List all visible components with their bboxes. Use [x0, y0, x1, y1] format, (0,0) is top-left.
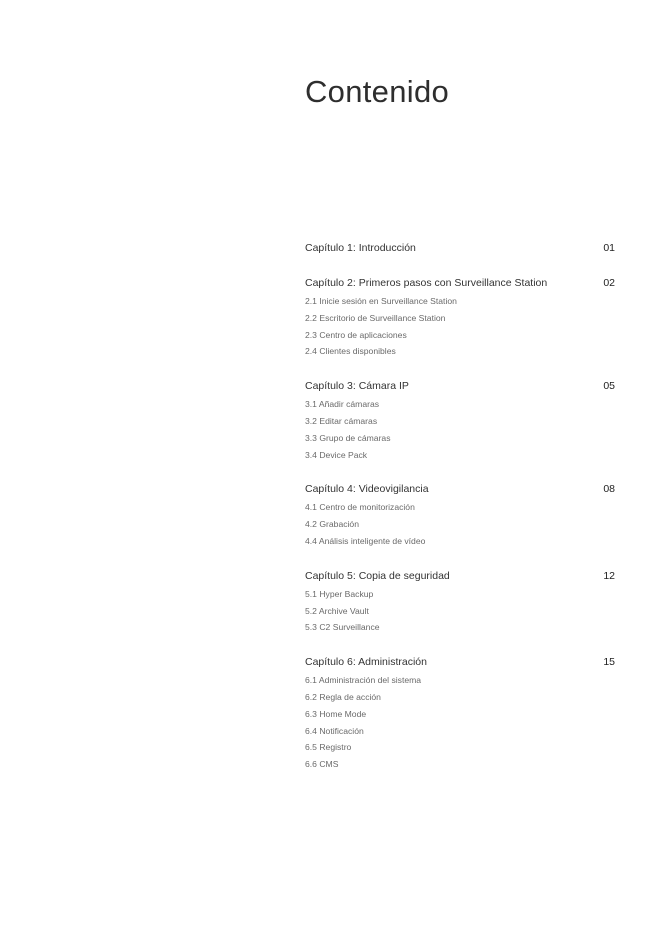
toc-section-item[interactable]: 6.3 Home Mode [305, 708, 367, 719]
toc-chapter-title: Capítulo 6: Administración [305, 656, 427, 669]
toc-section-list [305, 293, 615, 360]
toc-chapter-heading[interactable] [305, 240, 615, 257]
toc-page-number: 15 [603, 656, 615, 669]
toc-section-item[interactable]: 5.3 C2 Surveillance [305, 622, 380, 633]
toc-chapter-title: Capítulo 2: Primeros pasos con Surveillance Station [305, 277, 548, 289]
toc-chapter [305, 240, 615, 257]
toc-section-list [305, 396, 615, 463]
toc-page-number: 02 [603, 277, 615, 289]
toc-page-number: 08 [603, 483, 615, 496]
toc-section-item[interactable]: 6.4 Notificación [305, 725, 364, 736]
toc-section-item[interactable]: 3.2 Editar cámaras [305, 415, 378, 426]
toc-section-item[interactable]: 5.1 Hyper Backup [305, 588, 374, 599]
toc-chapter [305, 378, 615, 463]
toc-section-item[interactable]: 2.2 Escritorio de Surveillance Station [305, 312, 446, 323]
toc-page-number: 12 [603, 569, 615, 582]
toc-chapter-title: Capítulo 5: Copia de seguridad [305, 569, 450, 582]
toc-page-number: 05 [603, 380, 615, 393]
toc-chapter [305, 275, 615, 360]
toc-section-list [305, 586, 615, 636]
toc-section-item[interactable]: 6.6 CMS [305, 759, 339, 770]
toc-chapter-title: Capítulo 3: Cámara IP [305, 380, 409, 393]
toc-chapter-heading[interactable] [305, 275, 615, 292]
toc-section-item[interactable]: 4.2 Grabación [305, 519, 359, 530]
toc-section-item[interactable]: 6.2 Regla de acción [305, 691, 381, 702]
toc-chapter-title: Capítulo 4: Videovigilancia [305, 483, 429, 496]
toc-section-item[interactable]: 2.3 Centro de aplicaciones [305, 329, 407, 340]
toc-section-item[interactable]: 4.1 Centro de monitorización [305, 502, 415, 513]
toc-chapter [305, 654, 615, 773]
toc-chapter-heading[interactable] [305, 481, 615, 498]
toc-section-item[interactable]: 5.2 Archive Vault [305, 605, 369, 616]
toc-section-item[interactable]: 2.4 Clientes disponibles [305, 346, 396, 357]
toc-chapter-heading[interactable] [305, 654, 615, 671]
toc-section-item[interactable]: 6.1 Administración del sistema [305, 675, 422, 686]
toc-section-list [305, 499, 615, 549]
toc-section-item[interactable]: 3.3 Grupo de cámaras [305, 432, 391, 443]
toc-section-item[interactable]: 6.5 Registro [305, 742, 352, 753]
toc-chapter-heading[interactable] [305, 378, 615, 395]
toc-chapter-title: Capítulo 1: Introducción [305, 242, 416, 254]
toc-section-item[interactable]: 3.4 Device Pack [305, 449, 368, 460]
toc-page-number: 01 [603, 242, 615, 254]
toc-chapter [305, 568, 615, 636]
toc-section-item[interactable]: 4.4 Análisis inteligente de vídeo [305, 535, 426, 546]
table-of-contents [305, 240, 615, 791]
toc-chapter [305, 481, 615, 549]
toc-section-item[interactable]: 3.1 Añadir cámaras [305, 399, 380, 410]
toc-section-item[interactable]: 2.1 Inicie sesión en Surveillance Station [305, 296, 457, 306]
toc-chapter-heading[interactable] [305, 568, 615, 585]
toc-section-list [305, 672, 615, 773]
page-title: Contenido [305, 74, 450, 109]
